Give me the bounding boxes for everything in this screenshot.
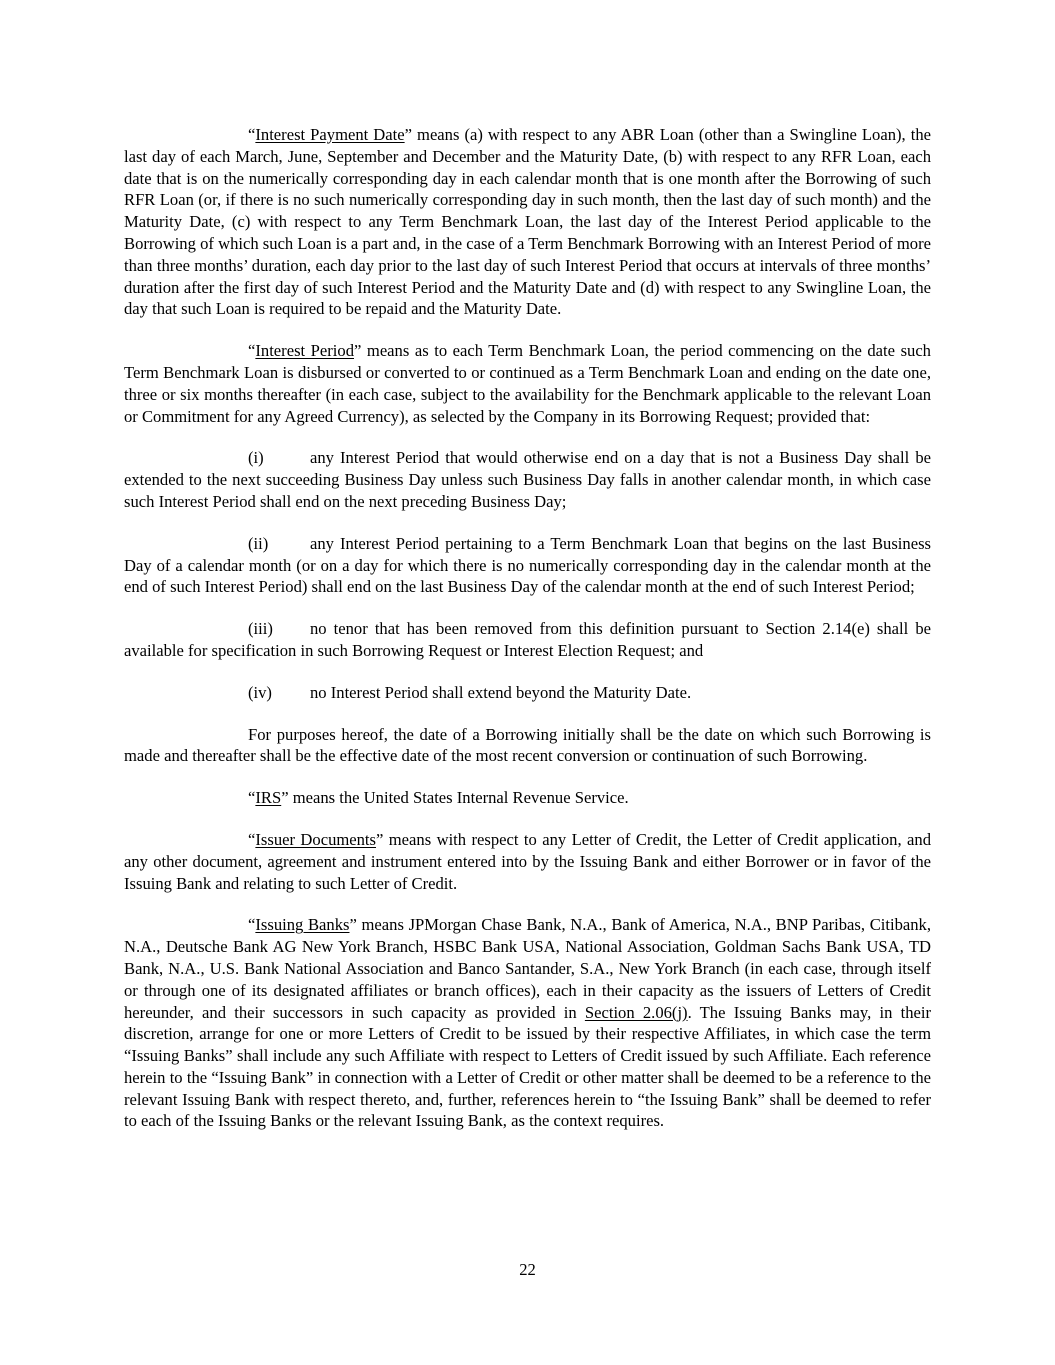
list-item-number: (ii) [248, 533, 269, 553]
borrowing-date-paragraph: For purposes hereof, the date of a Borrowing initially shall be the date on which such Borrowing is made and thereafter shall be the effective date of the most recent conversion or continuation of such Borrowing. [124, 724, 931, 766]
defined-term: Issuer Documents [255, 829, 376, 849]
list-item-number: (iv) [248, 682, 272, 702]
defined-term: Issuing Banks [255, 915, 350, 935]
definition-issuer-documents: “Issuer Documents” means with respect to any Letter of Credit, the Letter of Credit application, and any other document, agreement and instrument entered into by the Issuing Bank and either Borrower or in favor of the Issuing Bank and relating to such Letter of Credit. [124, 829, 931, 893]
list-item: (i) any Interest Period that would otherwise end on a day that is not a Business Day shall be extended to the next succeeding Business Day unless such Business Day falls in another calendar month, in which case such Interest Period shall end on the next preceding Business Day; [124, 448, 931, 511]
defined-term: Interest Period [255, 341, 354, 361]
list-item: (iii) no tenor that has been removed from this definition pursuant to Section 2.14(e) shall be available for specification in such Borrowing Request or Interest Election Request; and [124, 619, 931, 660]
definition-irs: “IRS” means the United States Internal Revenue Service. [248, 788, 629, 808]
list-item: (ii) any Interest Period pertaining to a Term Benchmark Loan that begins on the last Business Day of a calendar month (or on a day for which there is no numerically corresponding day in the calendar month at the end of such Interest Period) shall end on the last Business Day of the calendar month at the end of such Interest Period; [124, 533, 931, 597]
section-reference: Section 2.06(j) [584, 1002, 688, 1022]
definition-interest-payment-date: “Interest Payment Date” means (a) with respect to any ABR Loan (other than a Swingline Loan), the last day of each March, June, September and December and the Maturity Date, (b) with respect to any RFR Loan, each date that is on the numerically corresponding day in each calendar month that is one month after the Borrowing of such RFR Loan (or, if there is no such numerically corresponding day in such month, then the last day of such month) and the Maturity Date, (c) with respect to any Term Benchmark Loan, the last day of the Interest Period applicable to the Borrowing of which such Loan is a part and, in the case of a Term Benchmark Borrowing with an Interest Period of more than three months’ duration, each day prior to the last day of such Interest Period that occurs at intervals of three months’ duration after the first day of such Interest Period and the Maturity Date and (d) with respect to any Swingline Loan, the day that such Loan is required to be repaid and the Maturity Date. [124, 125, 931, 319]
list-item-number: (iii) [248, 619, 273, 639]
definition-issuing-banks: “Issuing Banks” means JPMorgan Chase Bank, N.A., Bank of America, N.A., BNP Paribas, Citibank, N.A., Deutsche Bank AG New York Branch, HSBC Bank USA, National Association, Goldman Sachs Bank USA, TD Bank, N.A., U.S. Bank National Association and Banco Santander, S.A., New York Branch (in each case, through itself or through one of its designated affiliates or branch offices), each in their capacity as the issuers of Letters of Credit hereunder, and their successors in such capacity as provided in Section 2.06(j). The Issuing Banks may, in their discretion, arrange for one or more Letters of Credit to be issued by their respective Affiliates, in which case the term “Issuing Banks” shall include any such Affiliate with respect to Letters of Credit issued by such Affiliate. Each reference herein to the “Issuing Bank” in connection with a Letter of Credit or other matter shall be deemed to be a reference to the relevant Issuing Bank with respect thereto, and, further, references herein to “the Issuing Bank” shall be deemed to refer to each of the Issuing Banks or the relevant Issuing Bank, as the context requires. [124, 915, 932, 1131]
list-item-number: (i) [248, 448, 264, 468]
defined-term: IRS [255, 788, 282, 808]
definition-interest-period: “Interest Period” means as to each Term Benchmark Loan, the period commencing on the date such Term Benchmark Loan is disbursed or converted to or continued as a Term Benchmark Loan and ending on the date one, three or six months thereafter (in each case, subject to the availability for the Benchmark applicable to the relevant Loan or Commitment for any Agreed Currency), as selected by the Company in its Borrowing Request; provided that: [124, 341, 931, 426]
page-number: 22 [519, 1260, 536, 1279]
list-item: (iv) no Interest Period shall extend beyond the Maturity Date. [248, 682, 692, 702]
document-page [124, 124, 931, 1152]
defined-term: Interest Payment Date [255, 125, 405, 144]
